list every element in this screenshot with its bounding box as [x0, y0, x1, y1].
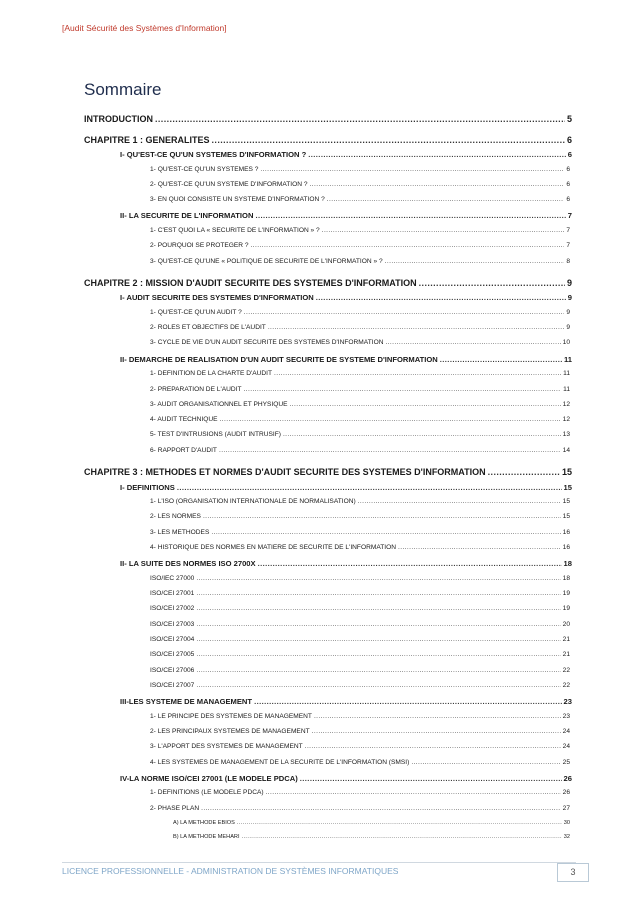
toc-entry-page: 22 [562, 681, 570, 689]
toc-entry-title: 3- QU'EST-CE QU'UNE « POLITIQUE DE SECURITE DE L'INFORMATION » ? [150, 257, 383, 265]
toc-entry-page: 19 [562, 605, 570, 613]
toc-entry-title: ISO/CEI 27003 [150, 620, 195, 628]
toc-entry[interactable] [84, 114, 572, 128]
toc-leader-dots [322, 227, 565, 234]
toc-entry[interactable] [150, 682, 570, 694]
toc-entry-page: 14 [562, 446, 570, 454]
toc-entry-title: INTRODUCTION [84, 114, 153, 124]
toc-leader-dots [196, 651, 560, 658]
toc-entry-page: 7 [567, 211, 572, 221]
toc-entry-page: 18 [562, 574, 570, 582]
toc-entry-title: 4- HISTORIQUE DES NORMES EN MATIERE DE SECURITE DE L'INFORMATION [150, 543, 396, 551]
toc-entry[interactable] [150, 370, 570, 382]
toc-entry-page: 6 [566, 134, 572, 145]
toc-entry-page: 15 [563, 482, 572, 492]
toc-entry[interactable] [120, 211, 572, 223]
toc-entry[interactable] [150, 590, 570, 602]
footer-divider [62, 862, 576, 863]
toc-entry-title: II- LA SECURITE DE L'INFORMATION [120, 211, 254, 221]
toc-entry-page: 24 [562, 727, 570, 735]
toc-leader-dots [237, 820, 562, 826]
toc-entry[interactable] [150, 309, 570, 321]
toc-entry-page: 23 [563, 697, 572, 707]
toc-entry-page: 8 [566, 257, 570, 265]
toc-leader-dots [314, 713, 561, 720]
toc-entry-title: ISO/IEC 27000 [150, 574, 195, 582]
toc-entry[interactable] [120, 774, 572, 786]
toc-entry[interactable] [120, 150, 572, 162]
toc-entry-page: 9 [566, 324, 570, 332]
toc-entry-page: 22 [562, 666, 570, 674]
toc-leader-dots [385, 258, 565, 265]
toc-entry[interactable] [150, 713, 570, 725]
toc-entry[interactable] [150, 386, 570, 398]
toc-entry[interactable] [150, 544, 570, 556]
toc-leader-dots [385, 339, 560, 346]
toc-entry-page: 12 [562, 400, 570, 408]
toc-leader-dots [274, 370, 561, 377]
toc-leader-dots [310, 181, 565, 188]
toc-entry-page: 9 [567, 293, 572, 303]
toc-leader-dots [419, 278, 565, 288]
toc-leader-dots [201, 805, 561, 812]
toc-entry-title: ISO/CEI 27001 [150, 590, 195, 597]
toc-leader-dots [488, 467, 560, 477]
toc-entry[interactable] [150, 227, 570, 239]
toc-leader-dots [196, 621, 560, 628]
toc-entry-page: 15 [562, 498, 570, 505]
toc-leader-dots [305, 743, 561, 750]
toc-entry[interactable] [150, 339, 570, 351]
toc-leader-dots [177, 483, 562, 492]
toc-entry-title: ISO/CEI 27002 [150, 605, 195, 613]
toc-leader-dots [268, 324, 565, 331]
toc-leader-dots [266, 789, 561, 796]
toc-entry[interactable] [150, 513, 570, 525]
toc-leader-dots [290, 401, 561, 408]
toc-entry[interactable] [150, 258, 570, 270]
toc-entry-page: 27 [562, 804, 570, 812]
toc-entry-page: 9 [566, 277, 572, 288]
toc-leader-dots [300, 774, 562, 783]
toc-entry-title: CHAPITRE 3 : METHODES ET NORMES D'AUDIT SECURITE DES SYSTEMES D'INFORMATION [84, 467, 486, 477]
toc-entry[interactable] [150, 447, 570, 459]
toc-leader-dots [398, 544, 561, 551]
toc-leader-dots [251, 242, 565, 249]
toc-entry[interactable] [150, 529, 570, 541]
toc-entry[interactable] [150, 621, 570, 633]
toc-entry-title: I- DEFINITIONS [120, 482, 175, 492]
toc-entry-title: I- AUDIT SECURITE DES SYSTEMES D'INFORMATION [120, 293, 314, 303]
toc-entry[interactable] [120, 483, 572, 495]
toc-entry-title: 3- CYCLE DE VIE D'UN AUDIT SECURITE DES SYSTEMES D'INFORMATION [150, 339, 384, 347]
toc-entry[interactable] [120, 293, 572, 305]
toc-entry-page: 21 [562, 651, 570, 659]
toc-entry[interactable] [173, 834, 570, 845]
toc-entry-title: 2- PREPARATION DE L'AUDIT [150, 385, 242, 393]
toc-entry-title: ISO/CEI 27004 [150, 635, 195, 643]
toc-entry-title: 4- AUDIT TECHNIQUE [150, 416, 218, 424]
toc-entry-title: CHAPITRE 2 : MISSION D'AUDIT SECURITE DES SYSTEMES D'INFORMATION [84, 277, 417, 288]
toc-entry-title: ISO/CEI 27005 [150, 651, 195, 659]
toc-entry[interactable] [120, 355, 572, 367]
toc-entry[interactable] [150, 667, 570, 679]
toc-entry-page: 25 [562, 758, 570, 766]
toc-entry-page: 5 [566, 114, 572, 124]
toc-entry-page: 6 [567, 150, 572, 159]
toc-entry-page: 11 [563, 385, 570, 393]
toc-leader-dots [316, 293, 566, 302]
toc-entry-title: 1- L'ISO (ORGANISATION INTERNATIONALE DE NORMALISATION) [150, 498, 356, 505]
toc-entry[interactable] [150, 728, 570, 740]
toc-entry-title: III-LES SYSTEME DE MANAGEMENT [120, 697, 253, 707]
toc-entry[interactable] [150, 242, 570, 254]
toc-entry-page: 24 [562, 743, 570, 751]
toc-entry-page: 26 [563, 773, 572, 783]
toc-leader-dots [219, 447, 561, 454]
page-title: Sommaire [84, 80, 162, 99]
toc-entry[interactable] [84, 278, 572, 292]
toc-entry-title: ISO/CEI 27006 [150, 666, 195, 674]
toc-entry-page: 30 [563, 819, 570, 826]
toc-entry-title: 1- C'EST QUOI LA « SECURITE DE L'INFORMATION » ? [150, 226, 320, 234]
toc-leader-dots [212, 135, 565, 145]
toc-entry[interactable] [150, 196, 570, 208]
toc-leader-dots [358, 498, 561, 505]
toc-entry-title: B) LA METHODE MEHARI [173, 834, 240, 841]
toc-entry[interactable] [150, 575, 570, 587]
toc-entry[interactable] [150, 324, 570, 336]
toc-entry-title: 4- LES SYSTEMES DE MANAGEMENT DE LA SECURITE DE L'INFORMATION (SMSI) [150, 758, 410, 766]
toc-entry[interactable] [150, 805, 570, 817]
toc-entry-page: 19 [562, 590, 570, 597]
toc-leader-dots [244, 309, 565, 316]
toc-entry-page: 21 [562, 635, 570, 643]
toc-entry-title: 3- AUDIT ORGANISATIONNEL ET PHYSIQUE [150, 400, 288, 408]
toc-leader-dots [327, 196, 565, 203]
toc-leader-dots [196, 590, 560, 597]
toc-entry[interactable] [150, 605, 570, 617]
toc-entry[interactable] [150, 431, 570, 443]
toc-entry-title: 1- LE PRINCIPE DES SYSTEMES DE MANAGEMENT [150, 712, 312, 720]
toc-entry-title: 5- TEST D'INTRUSIONS (AUDIT INTRUSIF) [150, 431, 281, 439]
toc-entry-page: 16 [562, 543, 570, 551]
toc-entry-page: 18 [563, 559, 572, 569]
toc-leader-dots [440, 355, 562, 364]
toc-leader-dots [196, 605, 560, 612]
toc-leader-dots [196, 575, 560, 582]
toc-leader-dots [260, 166, 564, 173]
toc-entry[interactable] [150, 636, 570, 648]
toc-entry-title: I- QU'EST-CE QU'UN SYSTEMES D'INFORMATION ? [120, 150, 307, 159]
toc-entry[interactable] [150, 651, 570, 663]
toc-entry-page: 15 [561, 467, 572, 477]
toc-entry[interactable] [150, 498, 570, 510]
toc-entry-page: 6 [566, 196, 570, 204]
toc-entry-title: ISO/CEI 27007 [150, 681, 195, 689]
toc-entry[interactable] [150, 789, 570, 801]
toc-entry-title: 2- ROLES ET OBJECTIFS DE L'AUDIT [150, 324, 266, 332]
toc-entry-page: 6 [566, 165, 570, 173]
toc-entry[interactable] [150, 743, 570, 755]
toc-entry-title: 6- RAPPORT D'AUDIT [150, 446, 217, 454]
toc-entry-title: 3- L'APPORT DES SYSTEMES DE MANAGEMENT [150, 743, 303, 751]
toc-entry[interactable] [150, 166, 570, 178]
toc-entry-page: 7 [566, 226, 570, 234]
toc-entry-page: 15 [562, 513, 570, 521]
toc-entry-page: 11 [563, 354, 572, 364]
toc-leader-dots [254, 697, 561, 706]
toc-entry-title: 2- POURQUOI SE PROTEGER ? [150, 242, 249, 250]
toc-entry-title: 1- QU'EST-CE QU'UN AUDIT ? [150, 308, 242, 316]
toc-entry-title: 2- LES PRINCIPAUX SYSTEMES DE MANAGEMENT [150, 727, 310, 735]
toc-entry-title: IV-LA NORME ISO/CEI 27001 (LE MODELE PDCA) [120, 773, 298, 783]
toc-entry[interactable] [150, 181, 570, 193]
toc-entry-page: 10 [562, 339, 570, 347]
toc-entry-page: 32 [563, 834, 570, 841]
toc-entry-page: 11 [563, 370, 570, 378]
toc-leader-dots [244, 386, 562, 393]
toc-leader-dots [196, 682, 560, 689]
toc-leader-dots [255, 211, 565, 220]
toc-entry[interactable] [173, 820, 570, 831]
toc-entry-page: 26 [562, 789, 570, 797]
toc-entry[interactable] [120, 697, 572, 709]
toc-entry[interactable] [84, 467, 572, 481]
toc-entry-title: 3- LES METHODES [150, 528, 210, 536]
toc-leader-dots [242, 834, 562, 840]
page-header: [Audit Sécurité des Systèmes d'Information] [62, 23, 227, 33]
toc-entry-title: 2- PHASE PLAN [150, 804, 200, 812]
toc-entry[interactable] [150, 416, 570, 428]
toc-leader-dots [155, 114, 565, 124]
toc-entry-page: 13 [562, 431, 570, 439]
toc-entry[interactable] [120, 559, 572, 571]
page-number: 3 [557, 863, 589, 882]
toc-leader-dots [308, 150, 566, 159]
toc-entry-title: 2- QU'EST-CE QU'UN SYSTEME D'INFORMATION ? [150, 180, 308, 188]
toc-entry-page: 23 [562, 712, 570, 720]
toc-entry-title: II- LA SUITE DES NORMES ISO 2700X [120, 559, 256, 569]
toc-entry-page: 12 [562, 416, 570, 424]
toc-entry-title: 1- DEFINITION DE LA CHARTE D'AUDIT [150, 370, 273, 378]
toc-entry-page: 6 [566, 180, 570, 188]
toc-entry-title: 1- DEFINITIONS (LE MODELE PDCA) [150, 789, 264, 797]
toc-entry-title: 1- QU'EST-CE QU'UN SYSTEMES ? [150, 165, 259, 173]
toc-entry-title: II- DEMARCHE DE REALISATION D'UN AUDIT SECURITE DE SYSTEME D'INFORMATION [120, 354, 438, 364]
toc-entry[interactable] [150, 759, 570, 771]
toc-entry-title: 3- EN QUOI CONSISTE UN SYSTEME D'INFORMATION ? [150, 196, 325, 204]
toc-leader-dots [220, 416, 561, 423]
toc-leader-dots [196, 636, 560, 643]
toc-leader-dots [196, 667, 560, 674]
toc-leader-dots [203, 513, 561, 520]
toc-leader-dots [211, 529, 560, 536]
toc-entry-page: 16 [562, 528, 570, 536]
toc-leader-dots [312, 728, 561, 735]
toc-entry[interactable] [84, 135, 572, 149]
toc-entry-page: 20 [562, 620, 570, 628]
toc-leader-dots [258, 559, 562, 568]
toc-entry-title: CHAPITRE 1 : GENERALITES [84, 134, 210, 145]
toc-entry-title: 2- LES NORMES [150, 513, 201, 521]
toc-entry-page: 7 [566, 242, 570, 250]
toc-entry-page: 9 [566, 308, 570, 316]
toc-leader-dots [411, 759, 560, 766]
toc-entry[interactable] [150, 401, 570, 413]
toc-entry-title: A) LA METHODE EBIOS [173, 819, 235, 826]
footer-text: LICENCE PROFESSIONNELLE - ADMINISTRATION DE SYSTÈMES INFORMATIQUES [62, 866, 399, 876]
toc-leader-dots [283, 431, 561, 438]
